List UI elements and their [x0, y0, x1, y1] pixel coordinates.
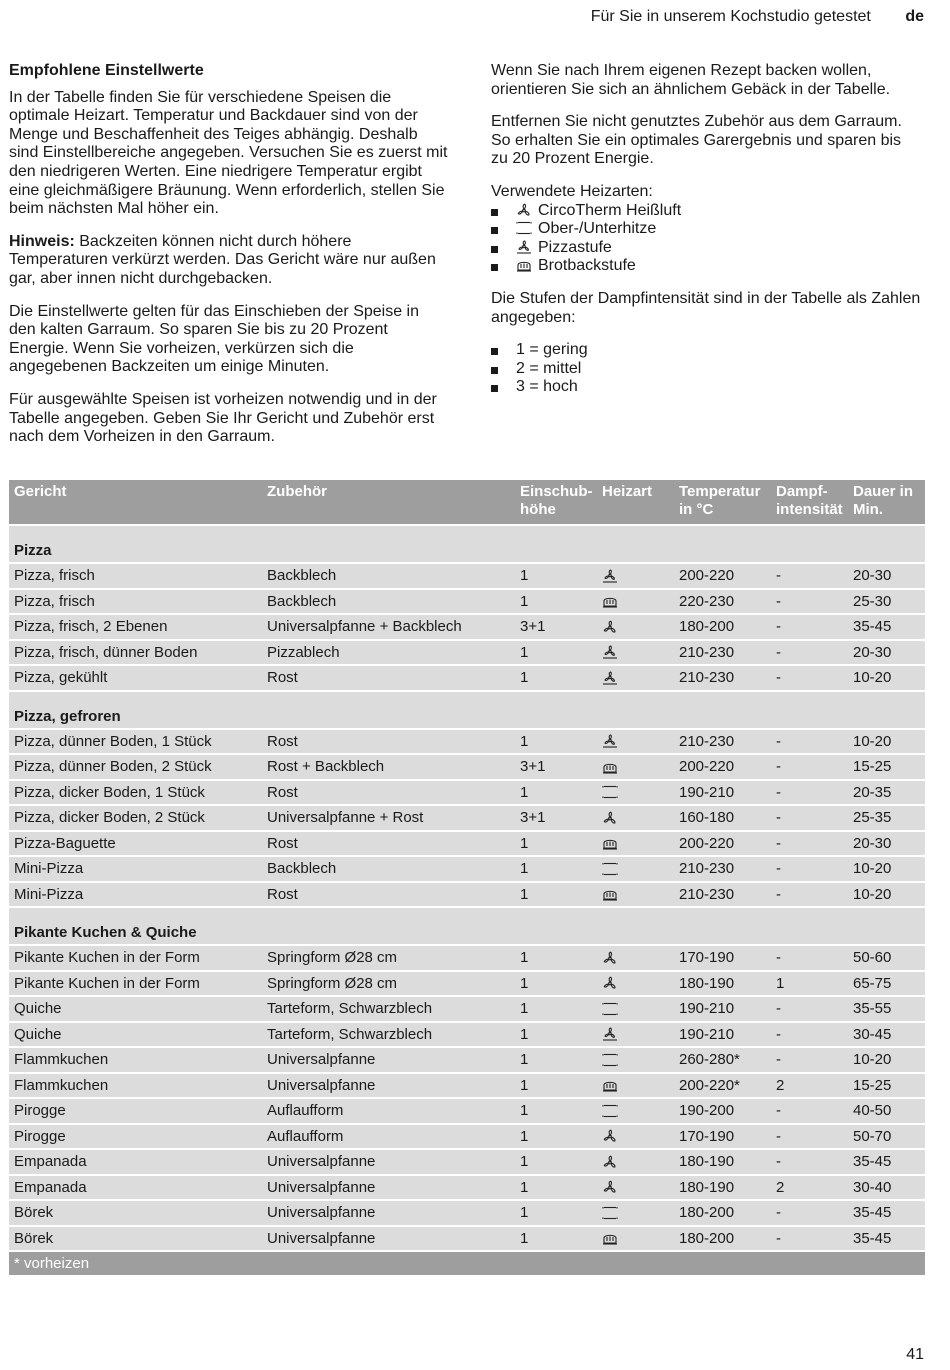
right-column	[491, 62, 921, 411]
note-label: Hinweis:	[9, 232, 75, 250]
table-cell: 35-45	[848, 1150, 925, 1174]
table-cell: 180-200	[674, 1201, 771, 1225]
note-paragraph	[9, 233, 449, 289]
table-cell: 1	[515, 997, 597, 1021]
brotbackstufe-icon	[597, 1074, 674, 1098]
table-cell: Pizza, frisch	[9, 590, 262, 614]
table-cell: 20-30	[848, 832, 925, 856]
table-row	[9, 1099, 925, 1123]
running-title: Für Sie in unserem Kochstudio getestet	[590, 8, 871, 25]
running-header	[591, 8, 924, 26]
table-row	[9, 730, 925, 754]
table-cell: -	[771, 806, 848, 830]
table-cell: 210-230	[674, 641, 771, 665]
table-cell: 220-230	[674, 590, 771, 614]
page-number: 41	[906, 1346, 924, 1363]
section-title: Pizza, gefroren	[9, 692, 925, 728]
table-cell: Universalpfanne	[262, 1048, 515, 1072]
table-cell: -	[771, 1023, 848, 1047]
table-cell: Backblech	[262, 564, 515, 588]
heat-types-list	[491, 202, 921, 276]
table-cell: Rost	[262, 832, 515, 856]
table-row	[9, 1074, 925, 1098]
heat-types-intro: Verwendete Heizarten:	[491, 182, 653, 200]
table-cell: -	[771, 946, 848, 970]
accessory-paragraph: Entfernen Sie nicht genutztes Zubehör aus dem Garraum. So erhalten Sie ein optimales Garergebnis und sparen bis zu 20 Prozent Energie.	[491, 113, 902, 168]
table-cell: -	[771, 1227, 848, 1251]
circotherm-icon	[597, 806, 674, 830]
table-row	[9, 1125, 925, 1149]
steam-intro: Die Stufen der Dampfintensität sind in der Tabelle als Zahlen angegeben:	[491, 289, 921, 326]
table-row	[9, 1048, 925, 1072]
ober-unterhitze-icon	[597, 997, 674, 1021]
table-cell: -	[771, 1048, 848, 1072]
pizzastufe-icon	[516, 240, 532, 254]
table-row	[9, 615, 925, 639]
table-cell: Quiche	[9, 997, 262, 1021]
table-cell: -	[771, 755, 848, 779]
table-cell: 1	[515, 1048, 597, 1072]
list-item: Pizzastufe	[491, 239, 921, 258]
table-cell: 1	[515, 666, 597, 690]
table-cell: Rost	[262, 781, 515, 805]
table-cell: 1	[515, 832, 597, 856]
table-cell: 35-45	[848, 1201, 925, 1225]
table-cell: 35-45	[848, 615, 925, 639]
table-cell: 10-20	[848, 1048, 925, 1072]
brotbackstufe-icon	[597, 832, 674, 856]
table-row	[9, 1201, 925, 1225]
column-header: Dampf- intensität	[771, 480, 848, 524]
table-cell: -	[771, 564, 848, 588]
table-cell: 2	[771, 1176, 848, 1200]
table-cell: -	[771, 641, 848, 665]
table-cell: 180-190	[674, 1150, 771, 1174]
table-row	[9, 564, 925, 588]
table-cell: Pizza, frisch, 2 Ebenen	[9, 615, 262, 639]
table-cell: -	[771, 1125, 848, 1149]
table-cell: Flammkuchen	[9, 1074, 262, 1098]
table-cell: 1	[515, 641, 597, 665]
table-cell: 15-25	[848, 755, 925, 779]
table-cell: Pirogge	[9, 1099, 262, 1123]
section-row	[9, 692, 925, 728]
table-cell: 210-230	[674, 857, 771, 881]
table-cell: 3+1	[515, 755, 597, 779]
table-cell: Pizza, dicker Boden, 1 Stück	[9, 781, 262, 805]
table-row	[9, 1150, 925, 1174]
table-cell: Universalpfanne	[262, 1150, 515, 1174]
table-cell: 200-220*	[674, 1074, 771, 1098]
table-cell: 35-55	[848, 997, 925, 1021]
pizzastufe-icon	[597, 564, 674, 588]
table-row	[9, 946, 925, 970]
table-cell: 190-210	[674, 781, 771, 805]
ober-unterhitze-icon	[597, 1099, 674, 1123]
ober-unterhitze-icon	[597, 1048, 674, 1072]
table-cell: 1	[515, 1201, 597, 1225]
section-title: Pizza	[9, 526, 925, 562]
table-cell: -	[771, 997, 848, 1021]
table-cell: 1	[771, 972, 848, 996]
table-cell: 30-40	[848, 1176, 925, 1200]
table-row	[9, 857, 925, 881]
table-cell: Universalpfanne	[262, 1227, 515, 1251]
table-cell: Flammkuchen	[9, 1048, 262, 1072]
note-text: Backzeiten können nicht durch höhere Temperaturen verkürzt werden. Das Gericht wäre nur außen gar, aber innen nicht durchgebacken.	[9, 232, 436, 287]
table-cell: Springform Ø28 cm	[262, 946, 515, 970]
table-cell: 65-75	[848, 972, 925, 996]
table-cell: 10-20	[848, 666, 925, 690]
intro-paragraph: In der Tabelle finden Sie für verschiedene Speisen die optimale Heizart. Temperatur und Backdauer sind von der Menge und Beschaffenheit des Teiges abhängig. Deshalb sind Einstellbereiche angegeben. Versuchen Sie es zuerst mit den niedrigeren Werten. Eine niedrigere Temperatur ergibt eine gleichmäßigere Bräunung. Wenn erforderlich, stellen Sie beim nächsten Mal höher ein.	[9, 88, 448, 218]
table-cell: Backblech	[262, 590, 515, 614]
table-cell: 180-190	[674, 1176, 771, 1200]
settings-table	[9, 478, 925, 1277]
table-cell: Backblech	[262, 857, 515, 881]
table-cell: 1	[515, 730, 597, 754]
column-header: Einschub- höhe	[515, 480, 597, 524]
column-header: Temperatur in °C	[674, 480, 771, 524]
table-row	[9, 806, 925, 830]
table-cell: Universalpfanne + Backblech	[262, 615, 515, 639]
circotherm-icon	[516, 203, 532, 217]
table-cell: 1	[515, 1125, 597, 1149]
table-cell: Pizza, gekühlt	[9, 666, 262, 690]
table-cell: 160-180	[674, 806, 771, 830]
section-row	[9, 526, 925, 562]
table-cell: Pikante Kuchen in der Form	[9, 946, 262, 970]
pizzastufe-icon	[597, 1023, 674, 1047]
table-cell: 10-20	[848, 730, 925, 754]
table-cell: 1	[515, 972, 597, 996]
table-cell: Springform Ø28 cm	[262, 972, 515, 996]
table-cell: Auflaufform	[262, 1125, 515, 1149]
table-cell: Rost	[262, 883, 515, 907]
table-cell: 1	[515, 1176, 597, 1200]
table-cell: 170-190	[674, 946, 771, 970]
table-cell: 200-220	[674, 755, 771, 779]
table-cell: 190-210	[674, 997, 771, 1021]
table-cell: 10-20	[848, 883, 925, 907]
ober-unterhitze-icon	[516, 221, 532, 235]
table-cell: -	[771, 832, 848, 856]
table-cell: 30-45	[848, 1023, 925, 1047]
ober-unterhitze-icon	[597, 781, 674, 805]
table-cell: 1	[515, 564, 597, 588]
pizzastufe-icon	[597, 666, 674, 690]
table-cell: Empanada	[9, 1176, 262, 1200]
table-cell: 20-30	[848, 641, 925, 665]
table-cell: 1	[515, 590, 597, 614]
table-cell: -	[771, 590, 848, 614]
table-cell: 10-20	[848, 857, 925, 881]
table-cell: -	[771, 1150, 848, 1174]
list-item: 2 = mittel	[491, 360, 921, 379]
steam-levels-list	[491, 341, 921, 397]
table-cell: 50-70	[848, 1125, 925, 1149]
table-cell: 260-280*	[674, 1048, 771, 1072]
table-cell: Pizza-Baguette	[9, 832, 262, 856]
table-cell: Rost	[262, 666, 515, 690]
table-row	[9, 972, 925, 996]
table-cell: Universalpfanne	[262, 1176, 515, 1200]
footnote-row	[9, 1252, 925, 1275]
table-row	[9, 1023, 925, 1047]
table-cell: 190-210	[674, 1023, 771, 1047]
table-row	[9, 832, 925, 856]
list-item: Ober-/Unterhitze	[491, 220, 921, 239]
list-item: 1 = gering	[491, 341, 921, 360]
table-cell: 35-45	[848, 1227, 925, 1251]
table-cell: -	[771, 666, 848, 690]
pizzastufe-icon	[597, 730, 674, 754]
table-cell: Rost	[262, 730, 515, 754]
table-cell: 1	[515, 883, 597, 907]
table-row	[9, 1176, 925, 1200]
ober-unterhitze-icon	[597, 1201, 674, 1225]
table-cell: 1	[515, 1074, 597, 1098]
table-row	[9, 755, 925, 779]
table-cell: 180-200	[674, 1227, 771, 1251]
circotherm-icon	[597, 1150, 674, 1174]
section-title: Pikante Kuchen & Quiche	[9, 908, 925, 944]
brotbackstufe-icon	[597, 1227, 674, 1251]
table-cell: Auflaufform	[262, 1099, 515, 1123]
table-cell: Börek	[9, 1201, 262, 1225]
table-cell: 1	[515, 1227, 597, 1251]
table-row	[9, 590, 925, 614]
table-cell: Pizzablech	[262, 641, 515, 665]
table-cell: 180-190	[674, 972, 771, 996]
circotherm-icon	[597, 1176, 674, 1200]
column-header: Heizart	[597, 480, 674, 524]
table-cell: Pikante Kuchen in der Form	[9, 972, 262, 996]
table-cell: 20-30	[848, 564, 925, 588]
column-header: Gericht	[9, 480, 262, 524]
table-cell: Tarteform, Schwarzblech	[262, 1023, 515, 1047]
table-row	[9, 883, 925, 907]
table-cell: -	[771, 857, 848, 881]
ober-unterhitze-icon	[597, 857, 674, 881]
column-header: Zubehör	[262, 480, 515, 524]
table-cell: 1	[515, 1099, 597, 1123]
table-cell: Rost + Backblech	[262, 755, 515, 779]
table-cell: -	[771, 781, 848, 805]
table-cell: Pizza, frisch, dünner Boden	[9, 641, 262, 665]
table-cell: Mini-Pizza	[9, 883, 262, 907]
section-heading: Empfohlene Einstellwerte	[9, 62, 204, 79]
table-cell: 1	[515, 946, 597, 970]
recipe-paragraph: Wenn Sie nach Ihrem eigenen Rezept backen wollen, orientieren Sie sich an ähnlichem Gebäck in der Tabelle.	[491, 62, 891, 98]
circotherm-icon	[597, 946, 674, 970]
table-cell: Mini-Pizza	[9, 857, 262, 881]
table-cell: Universalpfanne	[262, 1074, 515, 1098]
list-item: CircoTherm Heißluft	[491, 202, 921, 221]
brotbackstufe-icon	[597, 755, 674, 779]
section-row	[9, 908, 925, 944]
list-item: Brotbackstufe	[491, 257, 921, 276]
table-cell: Quiche	[9, 1023, 262, 1047]
table-row	[9, 1227, 925, 1251]
table-cell: 210-230	[674, 730, 771, 754]
table-cell: 50-60	[848, 946, 925, 970]
pizzastufe-icon	[597, 641, 674, 665]
brotbackstufe-icon	[597, 590, 674, 614]
table-cell: 170-190	[674, 1125, 771, 1149]
table-row	[9, 666, 925, 690]
circotherm-icon	[597, 972, 674, 996]
language-code: de	[905, 8, 924, 25]
table-cell: 15-25	[848, 1074, 925, 1098]
table-header-row	[9, 480, 925, 524]
table-cell: 1	[515, 1150, 597, 1174]
table-cell: -	[771, 883, 848, 907]
table-cell: 3+1	[515, 615, 597, 639]
footnote: * vorheizen	[9, 1252, 925, 1275]
table-cell: Universalpfanne	[262, 1201, 515, 1225]
table-cell: 25-35	[848, 806, 925, 830]
table-cell: 20-35	[848, 781, 925, 805]
table-cell: -	[771, 615, 848, 639]
table-cell: Pirogge	[9, 1125, 262, 1149]
table-cell: 2	[771, 1074, 848, 1098]
table-cell: 1	[515, 857, 597, 881]
table-row	[9, 641, 925, 665]
table-cell: 1	[515, 1023, 597, 1047]
table-cell: -	[771, 1099, 848, 1123]
table-cell: 180-200	[674, 615, 771, 639]
table-cell: Empanada	[9, 1150, 262, 1174]
table-cell: 3+1	[515, 806, 597, 830]
table-cell: 200-220	[674, 832, 771, 856]
table-cell: -	[771, 1201, 848, 1225]
table-cell: Börek	[9, 1227, 262, 1251]
table-cell: Pizza, dünner Boden, 2 Stück	[9, 755, 262, 779]
table-cell: Pizza, dicker Boden, 2 Stück	[9, 806, 262, 830]
left-column	[9, 62, 449, 461]
table-row	[9, 781, 925, 805]
table-cell: Tarteform, Schwarzblech	[262, 997, 515, 1021]
brotbackstufe-icon	[516, 258, 532, 272]
circotherm-icon	[597, 1125, 674, 1149]
settings-paragraph: Die Einstellwerte gelten für das Einschieben der Speise in den kalten Garraum. So sparen Sie bis zu 20 Prozent Energie. Wenn Sie vorheizen, verkürzen sich die angegebenen Backzeiten um einige Minuten.	[9, 302, 420, 376]
column-header: Dauer in Min.	[848, 480, 925, 524]
table-cell: 210-230	[674, 883, 771, 907]
table-cell: Pizza, dünner Boden, 1 Stück	[9, 730, 262, 754]
table-cell: 190-200	[674, 1099, 771, 1123]
table-cell: -	[771, 730, 848, 754]
table-cell: 25-30	[848, 590, 925, 614]
table-row	[9, 997, 925, 1021]
table-cell: 200-220	[674, 564, 771, 588]
brotbackstufe-icon	[597, 883, 674, 907]
table-cell: Pizza, frisch	[9, 564, 262, 588]
table-cell: Universalpfanne + Rost	[262, 806, 515, 830]
table-cell: 210-230	[674, 666, 771, 690]
list-item: 3 = hoch	[491, 378, 921, 397]
circotherm-icon	[597, 615, 674, 639]
table-cell: 40-50	[848, 1099, 925, 1123]
table-cell: 1	[515, 781, 597, 805]
preheat-paragraph: Für ausgewählte Speisen ist vorheizen notwendig und in der Tabelle angegeben. Geben Sie Ihr Gericht und Zubehör erst nach dem Vorheizen in den Garraum.	[9, 390, 437, 446]
